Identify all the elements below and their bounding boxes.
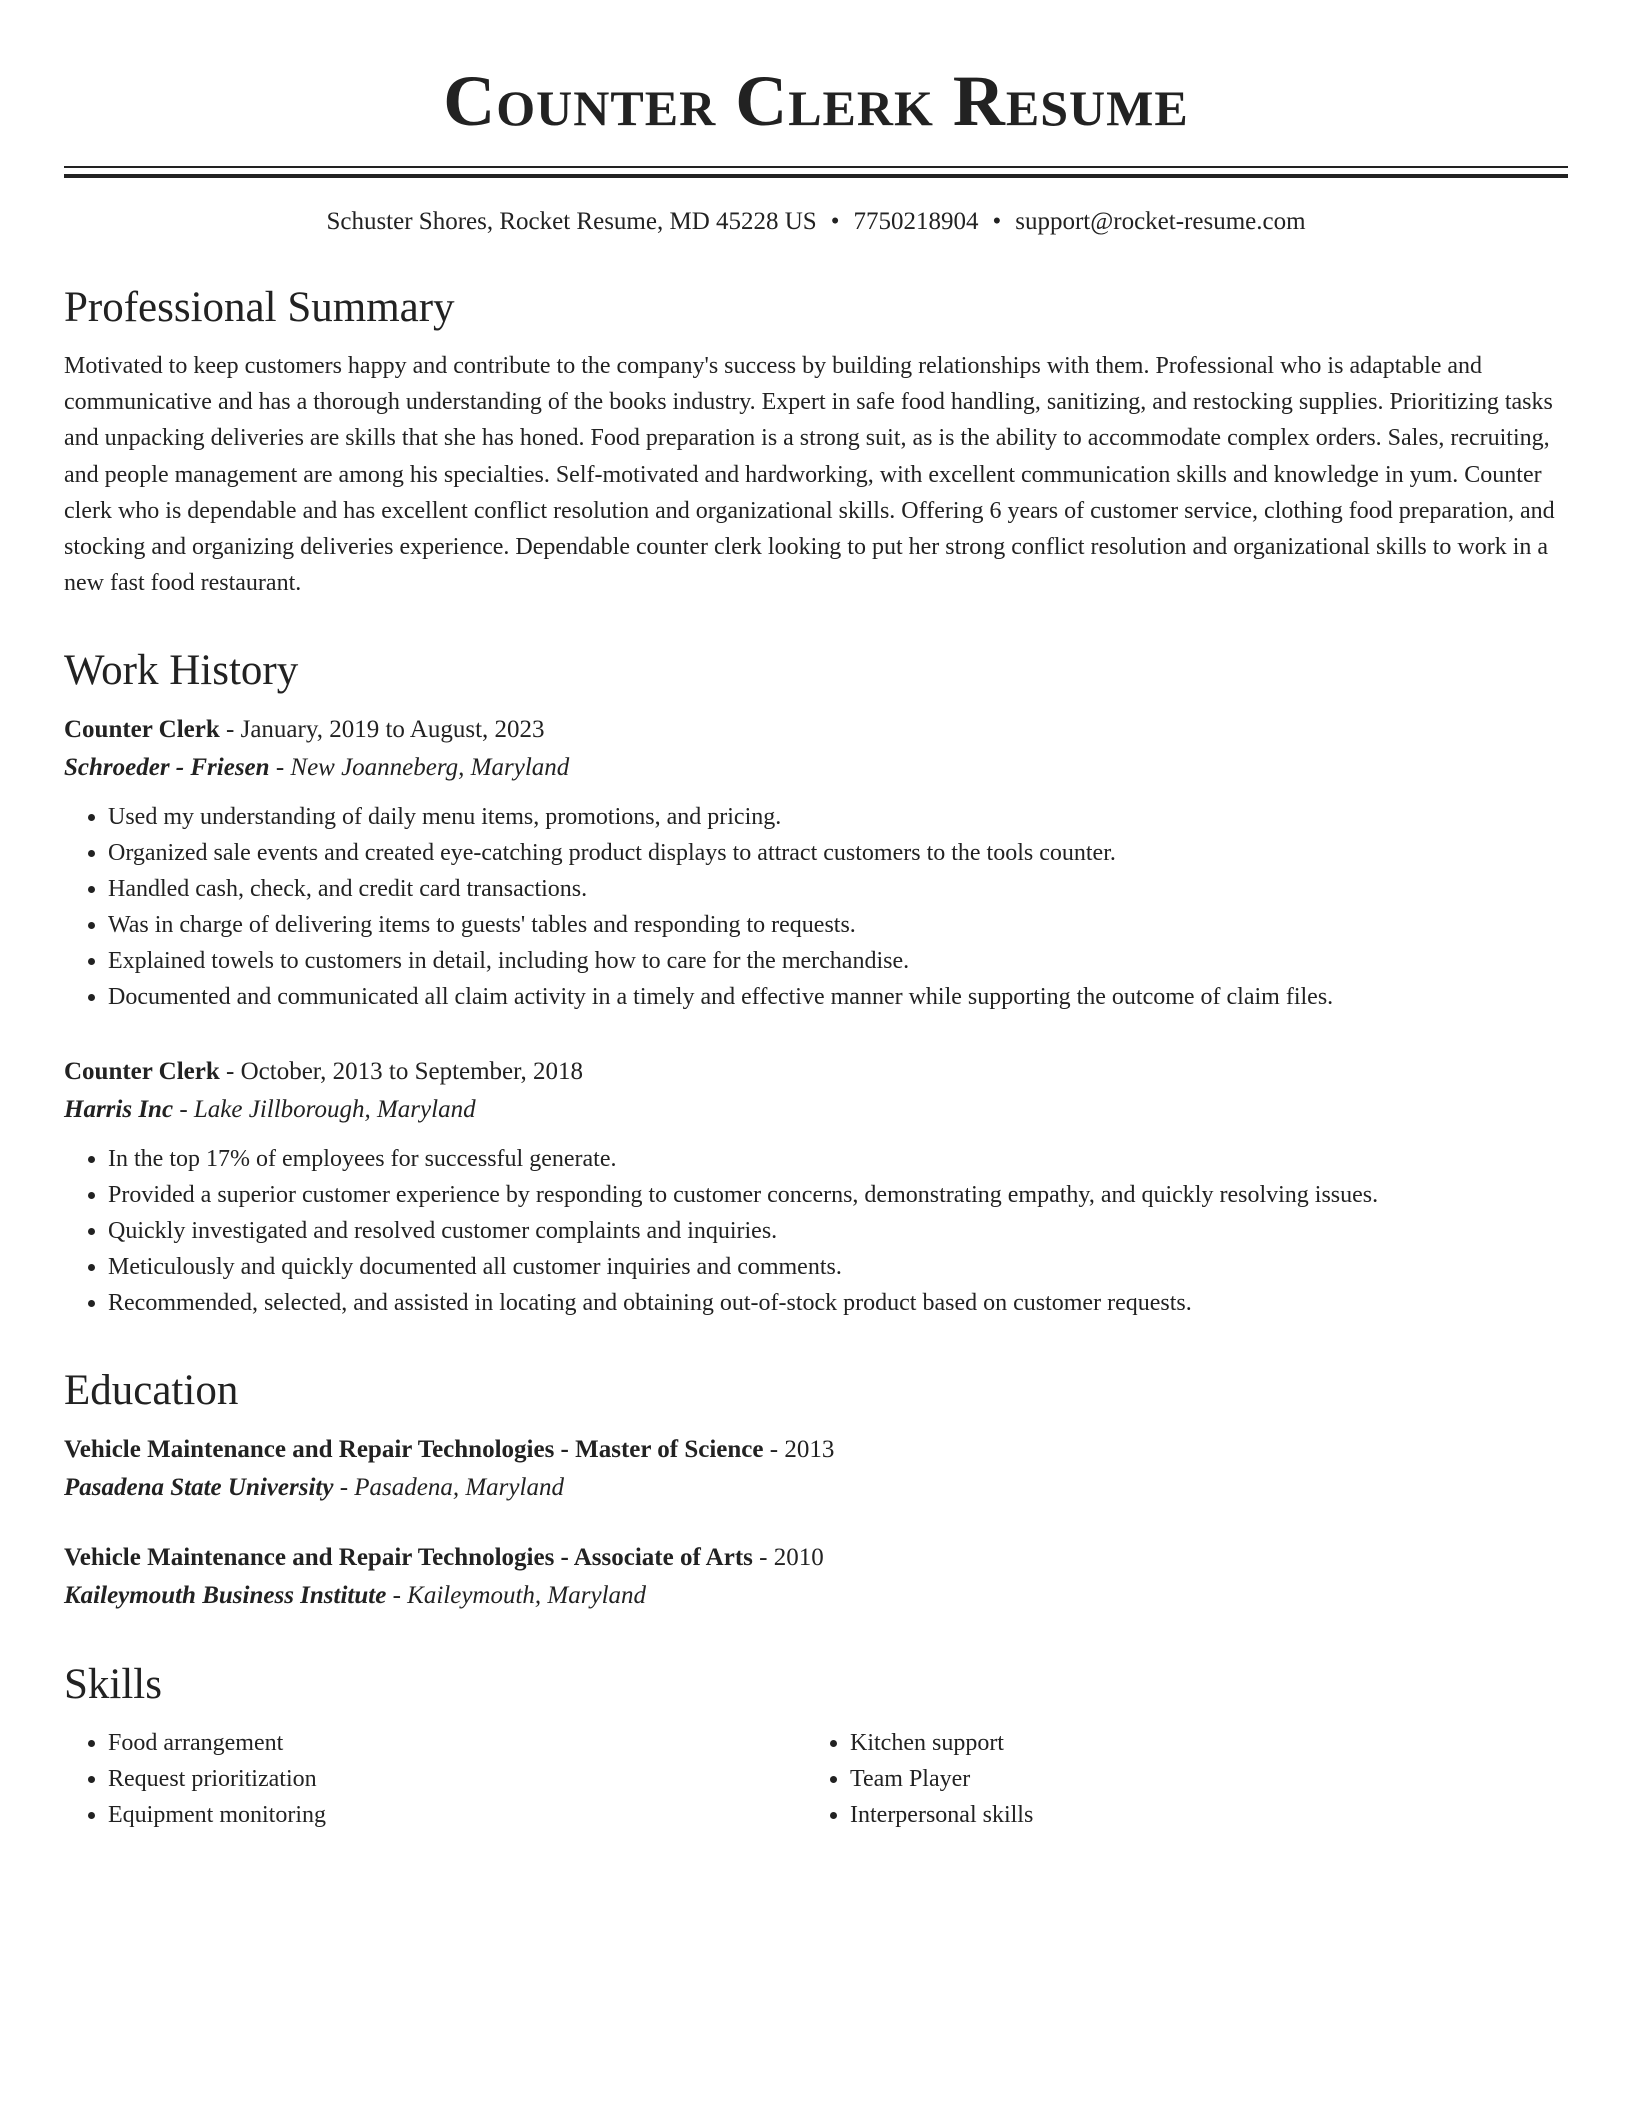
contact-line — [64, 206, 1568, 238]
skills-section — [64, 1659, 1568, 1833]
education-location: - Pasadena, Maryland — [333, 1474, 564, 1502]
education-degree: Vehicle Maintenance and Repair Technologies - Associate of Arts — [64, 1544, 753, 1572]
skills-columns — [64, 1725, 1568, 1833]
contact-phone: 7750218904 — [853, 208, 979, 235]
summary-section — [64, 282, 1568, 601]
job-header — [64, 1053, 1568, 1091]
job-duty: • Documented and communicated all claim activity in a timely and effective manner while supporting the outcome of claim files. — [108, 979, 1568, 1015]
job-location: - New Joanneberg, Maryland — [269, 754, 570, 782]
job-entry — [64, 711, 1568, 1015]
contact-address: Schuster Shores, Rocket Resume, MD 45228 US — [326, 208, 817, 235]
job-duty: • Explained towels to customers in detail, including how to care for the merchandise. — [108, 943, 1568, 979]
job-header — [64, 711, 1568, 749]
education-entry — [64, 1431, 1568, 1507]
education-section — [64, 1365, 1568, 1615]
education-entry — [64, 1539, 1568, 1615]
skills-heading: Skills — [64, 1661, 162, 1709]
job-duty: • Organized sale events and created eye-catching product displays to attract customers to the tools counter. — [108, 835, 1568, 871]
education-location: - Kaileymouth, Maryland — [386, 1582, 647, 1610]
skills-list-left — [64, 1725, 806, 1833]
skill-item: • Food arrangement — [108, 1725, 806, 1761]
job-duty: • Handled cash, check, and credit card transactions. — [108, 871, 1568, 907]
contact-separator: • — [992, 208, 1002, 235]
work-history-heading: Work History — [64, 647, 299, 695]
job-company: Harris Inc — [64, 1096, 174, 1124]
skill-item: • Request prioritization — [108, 1761, 806, 1797]
job-duty: • Was in charge of delivering items to guests' tables and responding to requests. — [108, 907, 1568, 943]
job-duties — [64, 1141, 1568, 1321]
title-divider — [64, 166, 1568, 178]
job-location: - Lake Jillborough, Maryland — [173, 1096, 476, 1124]
education-school-line — [64, 1577, 1568, 1615]
job-employer — [64, 1091, 1568, 1129]
education-school: Kaileymouth Business Institute — [64, 1582, 387, 1610]
resume-title: Counter Clerk Resume — [443, 61, 1189, 141]
job-duty: • In the top 17% of employees for successful generate. — [108, 1141, 1568, 1177]
skill-item: • Equipment monitoring — [108, 1797, 806, 1833]
job-dates: - October, 2013 to September, 2018 — [219, 1058, 583, 1086]
education-year: - 2013 — [763, 1436, 835, 1464]
education-header — [64, 1431, 1568, 1469]
education-heading: Education — [64, 1367, 239, 1415]
education-degree: Vehicle Maintenance and Repair Technologies - Master of Science — [64, 1436, 764, 1464]
work-history-section — [64, 645, 1568, 1321]
summary-heading: Professional Summary — [64, 284, 455, 331]
job-title: Counter Clerk — [64, 716, 220, 744]
contact-separator: • — [830, 208, 840, 235]
education-school: Pasadena State University — [64, 1474, 334, 1502]
education-school-line — [64, 1469, 1568, 1507]
job-duties — [64, 799, 1568, 1015]
job-dates: - January, 2019 to August, 2023 — [219, 716, 545, 744]
skill-item: • Interpersonal skills — [850, 1797, 1548, 1833]
job-entry — [64, 1053, 1568, 1321]
skills-list-right — [806, 1725, 1548, 1833]
job-duty: • Quickly investigated and resolved customer complaints and inquiries. — [108, 1213, 1568, 1249]
job-title: Counter Clerk — [64, 1058, 220, 1086]
education-year: - 2010 — [752, 1544, 824, 1572]
summary-text: Motivated to keep customers happy and contribute to the company's success by building relationships with them. Professional who is adaptable and communicative and has a thorough understanding of the books industry. Expert in safe food handling, sanitizing, and restocking supplies. Prioritizing tasks and unpacking deliveries are skills that she has honed. Food preparation is a strong suit, as is the ability to accommodate complex orders. Sales, recruiting, and people management are among his specialties. Self-motivated and hardworking, with excellent communication skills and knowledge in yum. Counter clerk who is dependable and has excellent conflict resolution and organizational skills. Offering 6 years of customer service, clothing food preparation, and stocking and organizing deliveries experience. Dependable counter clerk looking to put her strong conflict resolution and organizational skills to work in a new fast food restaurant. — [64, 353, 1555, 597]
education-header — [64, 1539, 1568, 1577]
job-duty: • Recommended, selected, and assisted in locating and obtaining out-of-stock product based on customer requests. — [108, 1285, 1568, 1321]
job-duty: • Meticulously and quickly documented all customer inquiries and comments. — [108, 1249, 1568, 1285]
skill-item: • Team Player — [850, 1761, 1548, 1797]
job-company: Schroeder - Friesen — [64, 754, 270, 782]
job-employer — [64, 749, 1568, 787]
skill-item: • Kitchen support — [850, 1725, 1548, 1761]
job-duty: • Used my understanding of daily menu items, promotions, and pricing. — [108, 799, 1568, 835]
contact-email: support@rocket-resume.com — [1015, 208, 1306, 235]
job-duty: • Provided a superior customer experience by responding to customer concerns, demonstrating empathy, and quickly resolving issues. — [108, 1177, 1568, 1213]
